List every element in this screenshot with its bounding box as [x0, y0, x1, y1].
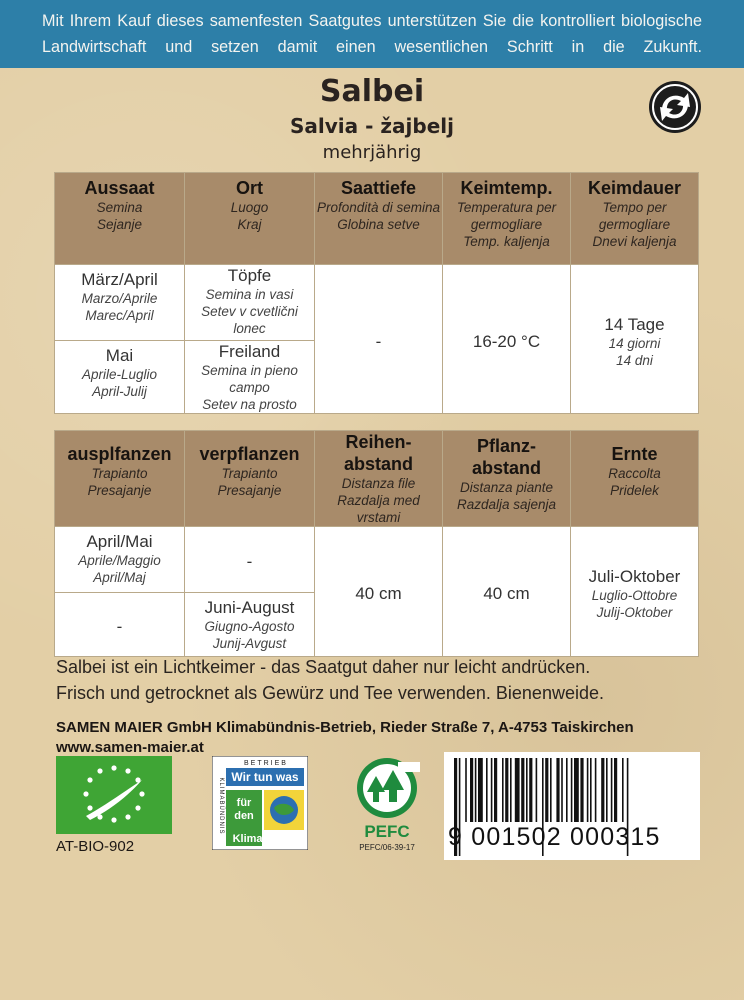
barcode-bar	[606, 758, 608, 822]
organic-control-code: AT-BIO-902	[56, 838, 135, 855]
pefc-tree-icon	[346, 756, 428, 852]
recycle-icon	[648, 80, 702, 134]
barcode-bar	[486, 758, 488, 822]
header-keimdauer: Keimdauer Tempo per germogliare Dnevi kaljenja	[571, 173, 699, 265]
barcode-bar	[526, 758, 528, 822]
cell-ort-2: Freiland Semina in pieno campo Setev na prosto	[185, 341, 315, 414]
cell-pflanzabstand: 40 cm	[443, 527, 571, 657]
cell-saattiefe: -	[315, 265, 443, 414]
company-address: SAMEN MAIER GmbH Klimabündnis-Betrieb, Rieder Straße 7, A-4753 Taiskirchen	[56, 719, 634, 736]
barcode-bar	[574, 758, 579, 822]
barcode-bar	[622, 758, 624, 822]
top-banner	[0, 0, 744, 68]
barcode-bar	[545, 758, 548, 822]
cell-verpflanzen-1: -	[185, 527, 315, 593]
description	[56, 654, 706, 706]
company-website[interactable]: www.samen-maier.at	[56, 739, 204, 756]
header-aussaat: Aussaat Semina Sejanje	[55, 173, 185, 265]
barcode-bar	[561, 758, 563, 822]
barcode-bar	[470, 758, 473, 822]
barcode-bar	[595, 758, 597, 822]
planting-table	[54, 430, 699, 657]
product-title: Salbei	[319, 74, 425, 109]
pefc-code: PEFC/06-39-17	[359, 843, 415, 852]
barcode-bar	[465, 758, 467, 822]
klima-sub1: für	[236, 797, 252, 809]
product-subtitle: Salvia - žajbelj	[290, 114, 454, 138]
barcode-bar	[478, 758, 483, 822]
barcode-bar	[571, 758, 573, 822]
cell-reihenabstand: 40 cm	[315, 527, 443, 657]
barcode-bar	[611, 758, 613, 822]
barcode-bar	[475, 758, 477, 822]
barcode-bar	[521, 758, 524, 822]
cell-ernte: Juli-Oktober Luglio-Ottobre Julij-Oktober	[571, 527, 699, 657]
barcode-bar	[515, 758, 520, 822]
cell-verpflanzen-2: Juni-August Giugno-Agosto Junij-Avgust	[185, 593, 315, 657]
header-ernte: Ernte Raccolta Pridelek	[571, 431, 699, 527]
barcode-bar	[580, 758, 583, 822]
klimabuendnis-badge-icon	[212, 756, 308, 850]
sowing-table	[54, 172, 699, 414]
header-ort: Ort Luogo Kraj	[185, 173, 315, 265]
barcode-bar	[494, 758, 497, 822]
klima-sub3: Klimaschutz	[232, 833, 298, 845]
cell-auspflanzen-2: -	[55, 593, 185, 657]
barcode-bar	[556, 758, 559, 822]
title-block	[0, 72, 744, 166]
cell-aussaat-2: Mai Aprile-Luglio April-Julij	[55, 341, 185, 414]
header-saattiefe: Saattiefe Profondità di semina Globina setve	[315, 173, 443, 265]
header-reihenabstand: Reihen-abstand Distanza file Razdalja med vrstami	[315, 431, 443, 527]
barcode-bar	[614, 758, 617, 822]
cell-ort-1: Töpfe Semina in vasi Setev v cvetlični lonec	[185, 265, 315, 341]
header-keimtemp: Keimtemp. Temperatura per germogliare Temp. kaljenja	[443, 173, 571, 265]
description-line-1: Salbei ist ein Lichtkeimer - das Saatgut daher nur leicht andrücken.	[56, 657, 591, 677]
barcode-bar	[590, 758, 592, 822]
barcode-number: 9 001502 000315	[448, 823, 661, 851]
klima-top-label: BETRIEB	[244, 760, 288, 767]
header-pflanzabstand: Pflanz-abstand Distanza piante Razdalja sajenja	[443, 431, 571, 527]
lifecycle-note: mehrjährig	[322, 142, 422, 163]
barcode-bar	[510, 758, 512, 822]
cell-auspflanzen-1: April/Mai Aprile/Maggio April/Maj	[55, 527, 185, 593]
klima-sub2: den	[234, 810, 254, 822]
barcode-bar	[529, 758, 532, 822]
klimabuendnis-logo	[212, 756, 308, 850]
klima-main-label: Wir tun was	[231, 770, 299, 784]
barcode-bar	[491, 758, 493, 822]
barcode-bar	[601, 758, 604, 822]
eu-organic-leaf-icon	[56, 756, 172, 834]
barcode-bar	[502, 758, 504, 822]
barcode-bar	[587, 758, 589, 822]
cell-aussaat-1: März/April Marzo/Aprile Marec/April	[55, 265, 185, 341]
barcode-bar	[550, 758, 552, 822]
header-verpflanzen: verpflanzen Trapianto Presajanje	[185, 431, 315, 527]
description-line-2: Frisch und getrocknet als Gewürz und Tee verwenden. Bienenweide.	[56, 683, 604, 703]
header-auspflanzen: ausplfanzen Trapianto Presajanje	[55, 431, 185, 527]
banner-text: Mit Ihrem Kauf dieses samenfesten Saatgutes unterstützen Sie die kontrolliert biologische Landwirtschaft und setzen damit einen wesentlichen Schritt in die Zukunft.	[42, 12, 702, 56]
pefc-label: PEFC	[364, 822, 410, 841]
klima-side-label: KLIMABÜNDNIS	[218, 777, 224, 835]
cell-keimdauer: 14 Tage 14 giorni 14 dni	[571, 265, 699, 414]
barcode-bar	[566, 758, 568, 822]
barcode-bar	[536, 758, 538, 822]
cell-keimtemp: 16-20 °C	[443, 265, 571, 414]
barcode-bar	[505, 758, 508, 822]
